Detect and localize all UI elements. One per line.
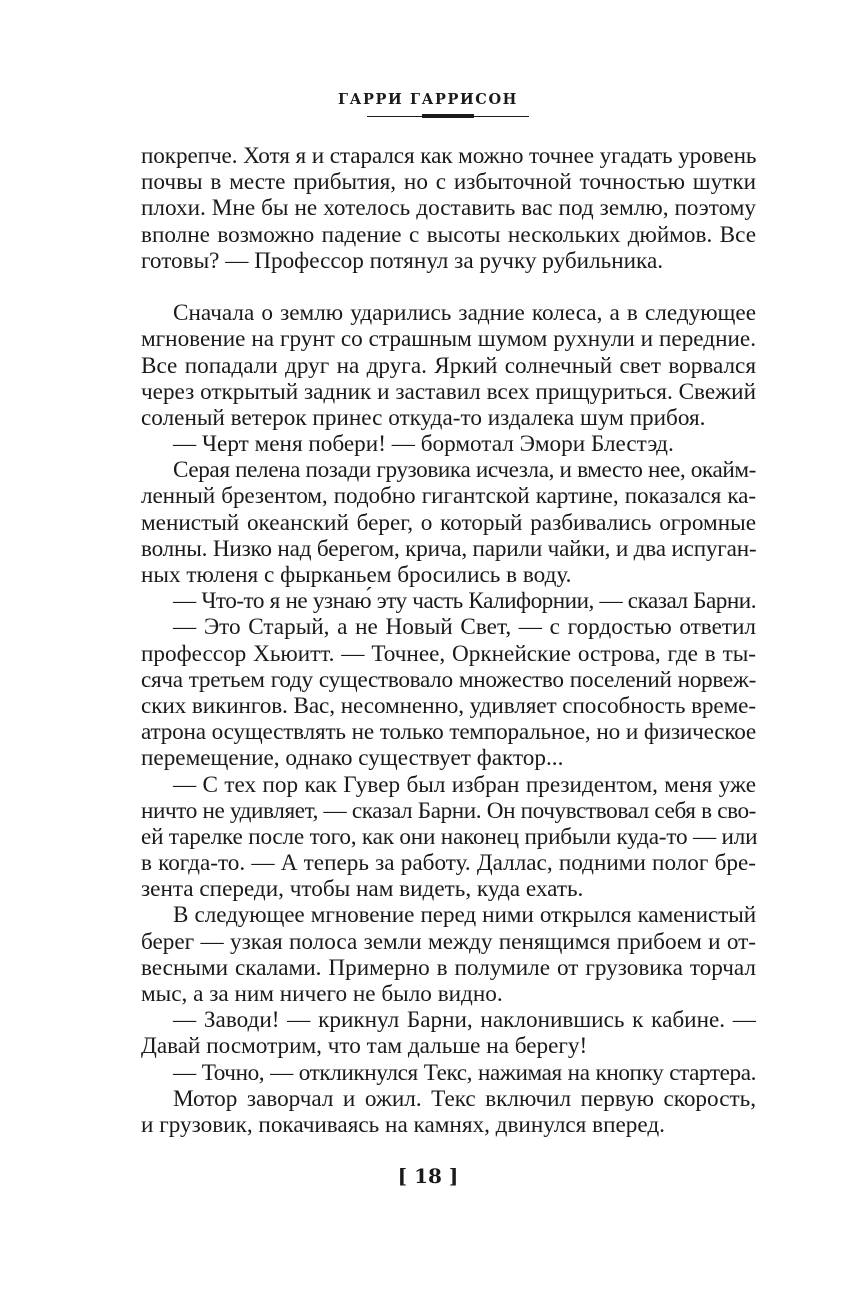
- text-line: покрепче. Хотя я и старался как можно точнее угадать уровень: [141, 143, 757, 169]
- text-line: менистый океанский берег, о который разбивались огромные: [141, 509, 756, 536]
- text-line: перемещение, однако существует фактор...: [141, 745, 564, 772]
- text-line: — Заводи! — крикнул Барни, наклонившись к кабине. —: [173, 1007, 756, 1034]
- text-line: соленый ветерок принес откуда-то издалека шум прибоя.: [141, 404, 706, 431]
- text-line: в когда-то. — А теперь за работу. Даллас, подними полог бре-: [141, 850, 756, 877]
- text-line: и грузовик, покачиваясь на камнях, двинулся вперед.: [141, 1111, 665, 1138]
- text-line: Давай посмотрим, что там дальше на берегу!: [141, 1033, 588, 1060]
- text-line: сяча третьем году существовало множество поселений норвеж-: [141, 666, 756, 693]
- text-line: Сначала о землю ударились задние колеса, а в следующее: [173, 300, 756, 327]
- text-line: мгновение на грунт со страшным шумом рухнули и передние.: [141, 326, 756, 353]
- text-line: В следующее мгновение перед ними открылся каменистый: [173, 902, 756, 929]
- text-line: ских викингов. Вас, несомненно, удивляет способность време-: [141, 692, 756, 719]
- text-line: Мотор заворчал и ожил. Текс включил первую скорость,: [173, 1085, 756, 1112]
- running-head: ГАРРИ ГАРРИСОН: [338, 91, 518, 108]
- text-line: зента спереди, чтобы нам видеть, куда ехать.: [141, 876, 584, 903]
- text-line: профессор Хьюитт. — Точнее, Оркнейские острова, где в ты-: [141, 640, 756, 667]
- text-line: ничто не удивляет, — сказал Барни. Он почувствовал себя в сво-: [141, 797, 756, 824]
- running-head-rule-accent: [422, 114, 474, 118]
- text-line: — С тех пор как Гувер был избран президентом, меня уже: [173, 771, 756, 798]
- text-line: почвы в месте прибытия, но с избыточной точностью шутки: [141, 169, 756, 196]
- text-line: ных тюленя с фырканьем бросились в воду.: [141, 562, 572, 588]
- text-line: мыс, а за ним ничего не было видно.: [141, 981, 503, 1007]
- text-line: ей тарелке после того, как они наконец прибыли куда-то — или: [141, 823, 758, 850]
- text-line: Серая пелена позади грузовика исчезла, и вместо нее, окайм-: [173, 457, 756, 484]
- text-line: — Точно, — откликнулся Текс, нажимая на кнопку стартера.: [173, 1059, 756, 1086]
- page-number: [ 18 ]: [397, 1164, 459, 1188]
- paragraph-gap: [141, 274, 756, 300]
- text-line: волны. Низко над берегом, крича, парили чайки, и два испуган-: [141, 535, 757, 562]
- text-line: ленный брезентом, подобно гигантской картине, показался ка-: [141, 483, 756, 510]
- text-line: через открытый задник и заставил всех прищуриться. Свежий: [141, 378, 756, 405]
- text-line: — Это Старый, а не Новый Свет, — с гордостью ответил: [173, 614, 756, 641]
- text-line: — Что-то я не узнаю́ эту часть Калифорнии, — сказал Барни.: [173, 588, 756, 615]
- body-text: [141, 143, 756, 1138]
- text-line: берег — узкая полоса земли между пенящимся прибоем и от-: [141, 928, 756, 955]
- text-line: Все попадали друг на друга. Яркий солнечный свет ворвался: [141, 352, 756, 379]
- text-line: плохи. Мне бы не хотелось доставить вас под землю, поэтому: [141, 195, 756, 222]
- text-line: вполне возможно падение с высоты нескольких дюймов. Все: [141, 221, 756, 248]
- text-line: готовы? — Профессор потянул за ручку рубильника.: [141, 247, 664, 274]
- text-line: весными скалами. Примерно в полумиле от грузовика торчал: [141, 954, 756, 981]
- text-line: — Черт меня побери! — бормотал Эмори Блестэд.: [173, 431, 674, 458]
- text-line: атрона осуществлять не только темпоральное, но и физическое: [141, 719, 756, 746]
